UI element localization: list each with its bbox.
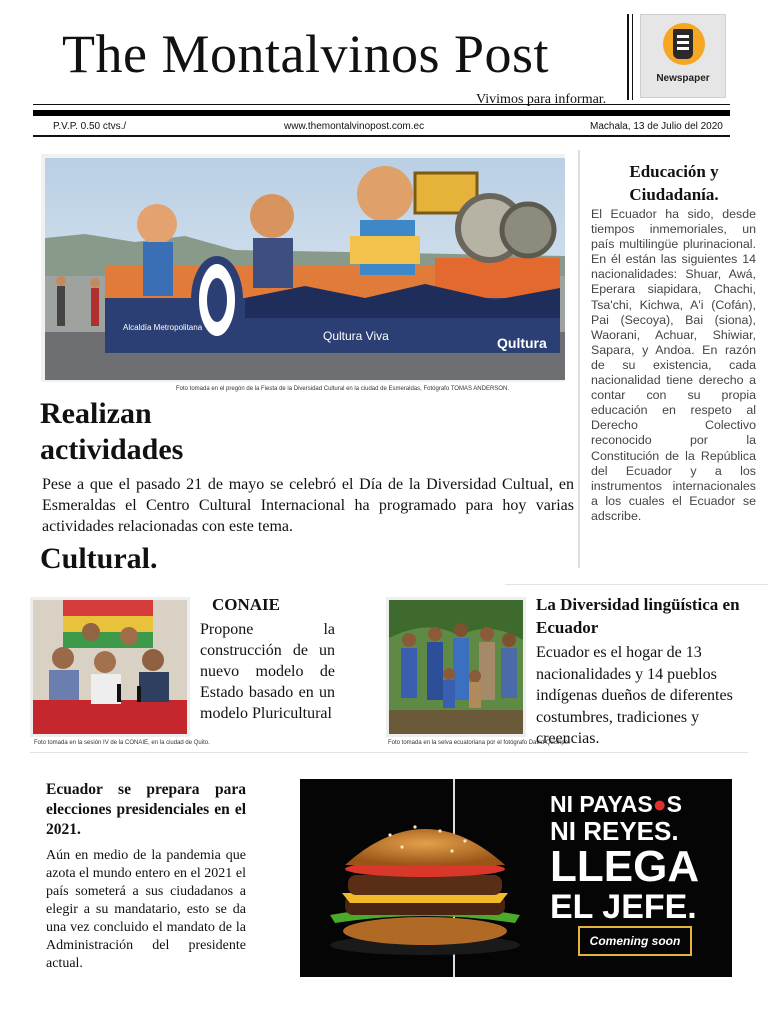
elections-title: Ecuador se prepara para elecciones presidenciales en el 2021.	[46, 781, 246, 838]
float-sign-2: Qultura Viva	[323, 329, 389, 343]
website-link[interactable]: www.themontalvinopost.com.ec	[284, 121, 425, 132]
conaie-body: Propone la construcción de un nuevo modelo de Estado basado en un modelo Pluricultural	[200, 621, 335, 722]
lead-headline-line-1: Realizan	[40, 397, 152, 430]
section-rule	[30, 752, 748, 753]
ad-line-1b: S	[666, 791, 682, 817]
diversity-body: Ecuador es el hogar de 13 nacionalidades y 14 pueblos indígenas dueños de diferentes costumbres, tradiciones y creencias.	[536, 644, 733, 747]
newspaper-icon	[640, 14, 726, 98]
sidebar-title: Educación y Ciudadanía.	[629, 162, 719, 204]
masthead-rule-bottom	[33, 135, 730, 137]
masthead-divider-thin	[632, 14, 633, 100]
press-conference-photo	[33, 600, 187, 734]
ad-line-3: LLEGA	[550, 842, 700, 891]
parade-float-photo	[45, 158, 565, 380]
conaie-title: CONAIE	[212, 595, 281, 614]
ad-line-2: NI REYES.	[550, 816, 679, 846]
sidebar-divider	[578, 150, 580, 568]
indigenous-group-photo	[389, 600, 523, 734]
sidebar-body: El Ecuador ha sido, desde tiempos inmemoriales, un país multilingüe plurinacional. En él están las siguientes 14 nacionalidades: Shuar, Awá, Eperara siapidara, Chachi, Tsa'chi, Kichwa, A'i (Cofán), Pai (Secoya), Bai (siona), Waorani, Achuar, Shiwiar, Sapara, y Andoa. En razón de su existencia, cada nacionalidad tiene derecho a contar con su propia educación en respeto al Derecho Colectivo reconocido por la Constitución de la República del Ecuador y a los instrumentos internacionales a los cuales el Ecuador se adscribe.	[591, 207, 756, 523]
burger-ad[interactable]	[300, 779, 732, 977]
diversity-photo-frame	[386, 597, 526, 737]
coming-soon-button[interactable]: Comening soon	[578, 926, 692, 956]
lead-headline	[40, 396, 240, 468]
masthead-divider	[627, 14, 629, 100]
float-sign-3: Qultura	[497, 335, 547, 351]
lead-photo-frame	[41, 154, 565, 382]
lead-headline-line-3: Cultural.	[40, 542, 158, 575]
float-sign-1: Alcaldía Metropolitana	[123, 323, 203, 332]
ad-line-1a: NI PAYAS	[550, 791, 653, 817]
masthead-rule-top	[33, 104, 730, 105]
lead-body: Pese a que el pasado 21 de mayo se celebró el Día de la Diversidad Cultual, en Esmeraldas el Centro Cultural Internacional ha programado para hoy varias actividades relacionadas con este tema.	[42, 476, 574, 535]
ad-copy	[550, 791, 720, 925]
elections-body: Aún en medio de la pandemia que azota el mundo entero en el 2021 el país someterá a sus ciudadanos a elegir a su mandatario, esto se da una vez concluido el mandato de la Administración del presidente actual.	[46, 848, 246, 971]
ad-line-1	[550, 791, 720, 817]
tagline: Vivimos para informar.	[476, 92, 607, 107]
masthead-title: The Montalvinos Post	[62, 24, 550, 84]
diversity-title: La Diversidad lingüística en Ecuador	[536, 595, 740, 637]
diversity-photo-caption: Foto tomada en la selva ecuatoriana por el fotógrafo David Quishpe.	[388, 740, 570, 746]
lead-headline-line-2: actividades	[40, 433, 184, 466]
burger-icon	[320, 813, 530, 963]
sidebar-bottom-rule	[505, 584, 768, 585]
red-nose-icon: ●	[652, 791, 667, 817]
price: P.V.P. 0.50 ctvs./	[53, 121, 127, 132]
logo-label: Newspaper	[656, 73, 710, 84]
masthead-rule-thick	[33, 110, 730, 116]
ad-line-4: EL JEFE.	[550, 888, 697, 926]
conaie-photo-caption: Foto tomada en la sesión IV de la CONAIE, en la ciudad de Quito.	[34, 740, 210, 746]
lead-photo-caption: Foto tomada en el pregón de la Fiesta de la Diversidad Cultural en la ciudad de Esmeraldas, Fotógrafo TOMAS ANDERSON.	[176, 386, 509, 392]
dateline: Machala, 13 de Julio del 2020	[590, 121, 723, 132]
conaie-photo-frame	[30, 597, 190, 737]
